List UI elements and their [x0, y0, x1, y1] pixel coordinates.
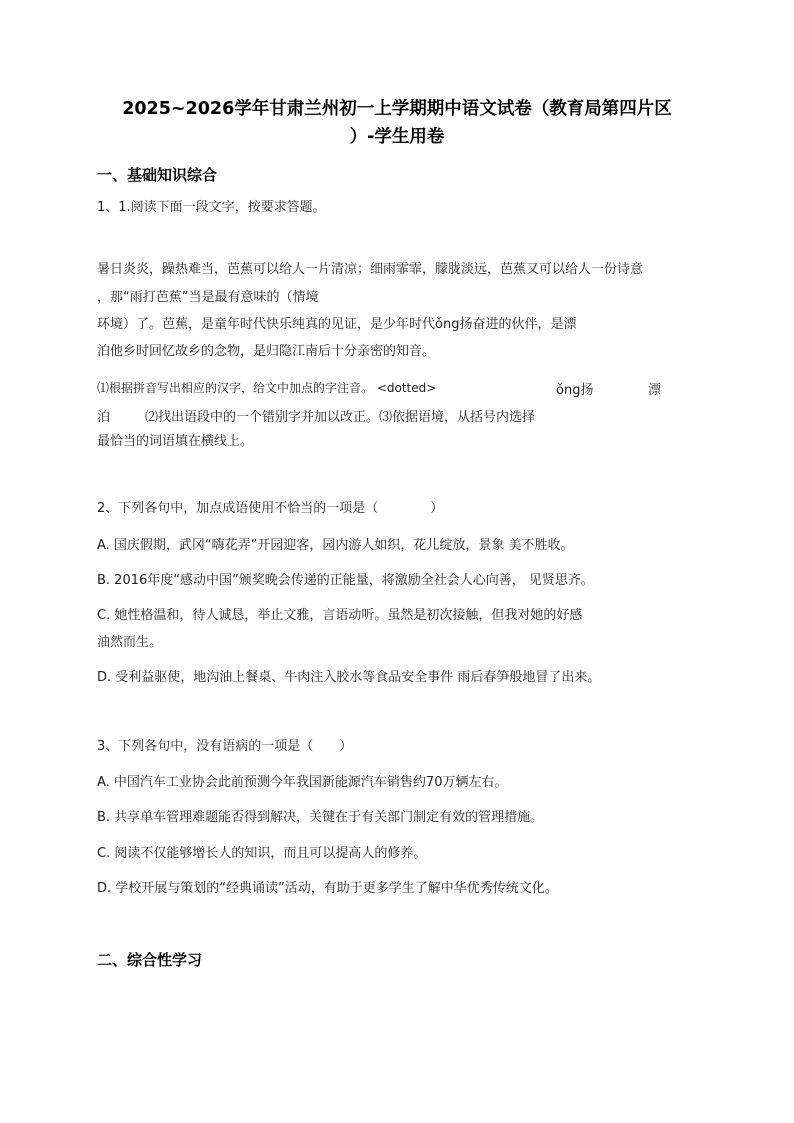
passage-line: ，那“雨打芭蕉”当是最有意味的（情境	[97, 290, 319, 305]
pinyin-ongyang: ǒng扬	[556, 383, 594, 398]
question1-stem: 1、1.阅读下面一段文字，按要求答题。	[97, 200, 326, 215]
exam-title-line1: 2025~2026学年甘肃兰州初一上学期期中语文试卷（教育局第四片区	[122, 99, 672, 119]
question2-option: B. 2016年度“感动中国”颁奖晚会传递的正能量，将激励全社会人心向善， 见贤思齐。	[97, 573, 594, 588]
question2-option: C. 她性格温和，待人诚恳，举止文雅，言语动听。虽然是初次接触，但我对她的好感	[97, 608, 583, 623]
question3-stem: 3、下列各句中，没有语病的一项是（ ）	[97, 739, 353, 754]
passage-line: 环境）了。芭蕉，是童年时代快乐纯真的见证，是少年时代ǒng扬奋进的伙伴，是漂	[97, 317, 577, 332]
question3-option: A. 中国汽车工业协会此前预测今年我国新能源汽车销售约70万辆左右。	[97, 775, 508, 790]
section1-heading: 一、基础知识综合	[97, 166, 218, 184]
passage-line: 暑日炎炎，躁热难当，芭蕉可以给人一片清凉；细雨霏霏，朦胧淡远，芭蕉又可以给人一份诗意	[97, 262, 644, 277]
question3-option: C. 阅读不仅能够增长人的知识，而且可以提高人的修养。	[97, 846, 427, 861]
dotted-char-piao: 漂	[648, 383, 662, 398]
section2-heading: 二、综合性学习	[97, 951, 203, 969]
question2-option: D. 受利益驱使，地沟油上餐桌、牛肉注入胶水等食品安全事件 雨后春笋般地冒了出来。	[97, 670, 601, 685]
subquestion1-text: ⑴根据拼音写出相应的汉字，给文中加点的字注音。 <dotted>	[97, 381, 437, 395]
exam-title-line2: ）-学生用卷	[349, 127, 445, 147]
dotted-char-bo: 泊	[97, 410, 111, 425]
question3-option: B. 共享单车管理难题能否得到解决，关键在于有关部门制定有效的管理措施。	[97, 810, 544, 825]
passage-line: 泊他乡时回忆故乡的念物，是归隐江南后十分亲密的知音。	[97, 344, 436, 359]
question2-option-continued: 油然而生。	[97, 635, 163, 650]
subquestion2-text: ⑵找出语段中的一个错别字并加以改正。⑶依据语境，从括号内选择	[145, 410, 536, 425]
subquestion3-text: 最恰当的词语填在横线上。	[97, 434, 254, 449]
question2-option: A. 国庆假期，武冈“嗨花弄”开园迎客，园内游人如织，花儿绽放，景象 美不胜收。	[97, 538, 574, 553]
question3-option: D. 学校开展与策划的“经典诵读”活动，有助于更多学生了解中华优秀传统文化。	[97, 881, 558, 896]
question2-stem: 2、下列各句中，加点成语使用不恰当的一项是（ ）	[97, 501, 444, 516]
